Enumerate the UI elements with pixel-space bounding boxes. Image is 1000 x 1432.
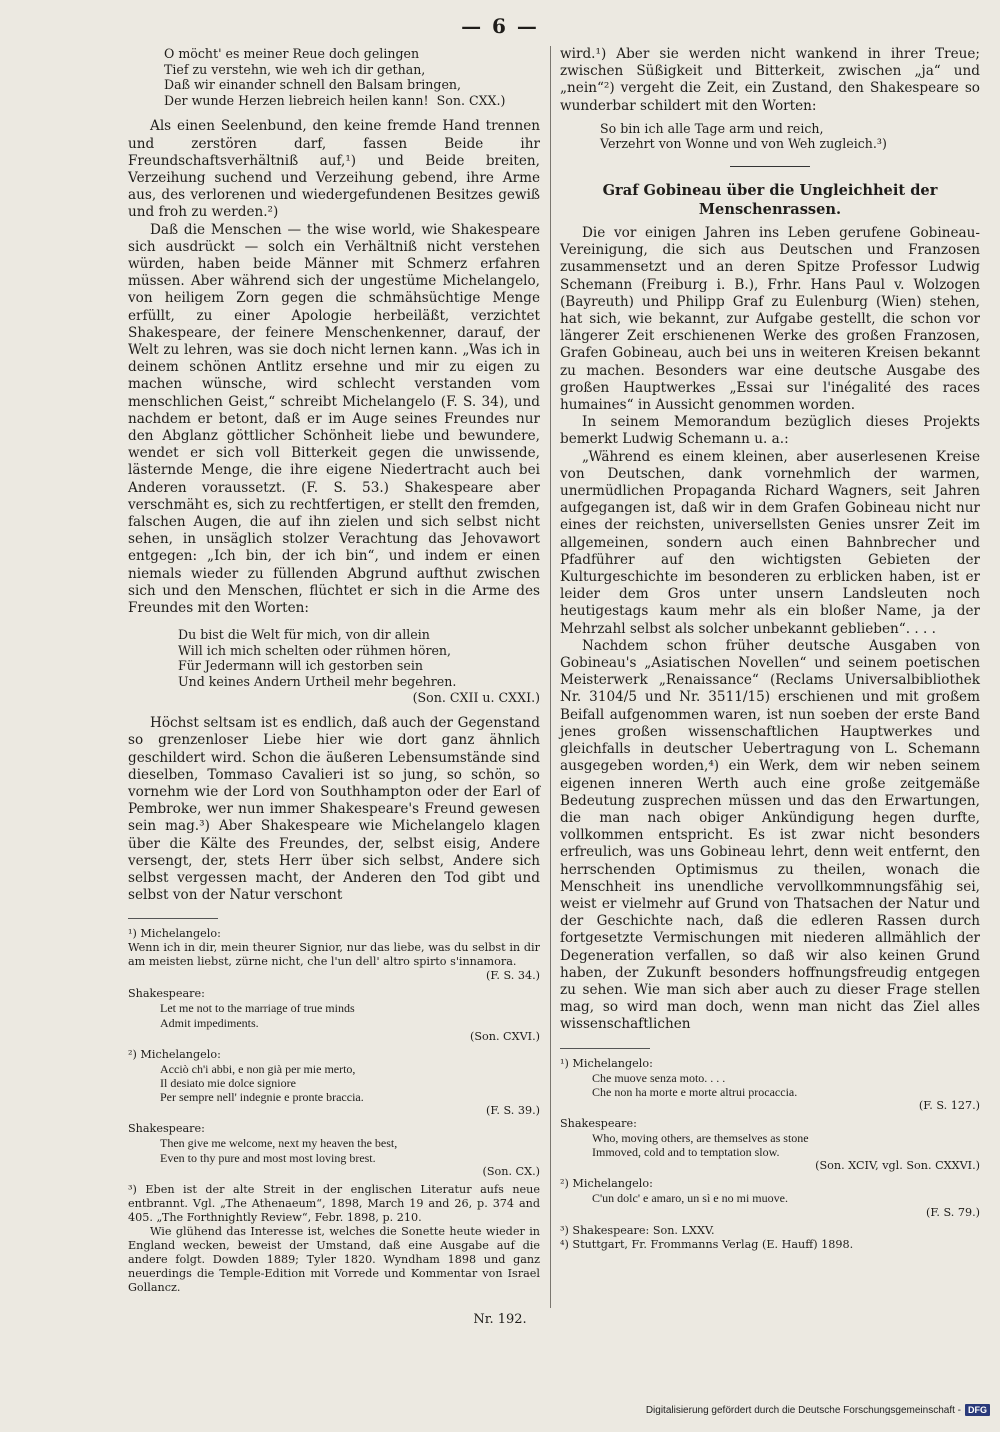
section-separator: [730, 166, 810, 167]
footnote-citation: (Son. CX.): [482, 1164, 540, 1178]
footnote-quote: Admit impediments.: [160, 1015, 259, 1030]
verse-sonnet-cxii: [178, 627, 540, 705]
footnote-rule: [128, 918, 218, 919]
verse-line: So bin ich alle Tage arm und reich,: [600, 120, 824, 136]
verse-citation: Son. CXX.): [436, 92, 506, 108]
verse-line: Tief zu verstehn, wie weh ich dir gethan,: [164, 61, 426, 77]
paragraph: Die vor einigen Jahren ins Leben gerufene Gobineau-Vereinigung, die sich aus Deutschen und Franzosen zusammensetzt und an deren Spitze Professor Ludwig Schemann (Freiburg i. B.), Frhr. Hans Paul v. Wolzogen (Bayreuth) und Philipp Graf zu Eulenburg (Wien) stehen, hat sich, wie bekannt, zur Aufgabe gestellt, die schon vor längerer Zeit erschienenen Werke des großen Franzosen, Grafen Gobineau, auch bei uns in weiteren Kreisen bekannt zu machen. Besonders war eine deutsche Ausgabe des großen Hauptwerkes „Essai sur l'inégalité des races humaines“ in Aussicht genommen worden.: [560, 225, 980, 414]
verse-sonnet-lxxv: [600, 121, 980, 152]
footnote-label: ²) Michelangelo:: [560, 1177, 653, 1191]
footnote-quote: Then give me welcome, next my heaven the best,: [160, 1136, 398, 1151]
paragraph: Als einen Seelenbund, den keine fremde Hand trennen und zerstören darf, fassen Beide ihr Freundschaftsverhältniß auf,¹) und Beide breiten, Verzeihung suchend und Verzeihung gebend, ihre Arme aus, des verlorenen und wiedergefundenen Besitzes gewiß und froh zu werden.²): [128, 118, 540, 221]
footnote-citation: (Son. CXVI.): [469, 1029, 540, 1043]
footnotes-right: [560, 1057, 980, 1252]
column-divider: [550, 46, 551, 1308]
footnote-quote: Let me not to the marriage of true minds: [160, 1001, 355, 1016]
footnote-text: Wie glühend das Interesse ist, welches die Sonette heute wieder in England wecken, beweist der Umstand, daß eine Ausgabe auf die andere folgt. Dowden 1889; Tyler 1820. Wyndham 1898 und ganz neuerdings die Temple-Edition mit Vorrede und Kommentar von Israel Gollancz.: [128, 1224, 540, 1294]
footnote-quote: Il desiato mie dolce signiore: [160, 1076, 296, 1091]
paragraph: In seinem Memorandum bezüglich dieses Projekts bemerkt Ludwig Schemann u. a.:: [560, 414, 980, 448]
footnote-label: ¹) Michelangelo:: [128, 927, 221, 941]
verse-line: Und keines Andern Urtheil mehr begehren.: [178, 674, 457, 690]
verse-line: Der wunde Herzen liebreich heilen kann! Son. CXX.): [164, 92, 506, 108]
verse-line: O möcht' es meiner Reue doch gelingen: [164, 46, 420, 61]
verse-citation: (Son. CXII u. CXXI.): [412, 689, 540, 705]
footnote-label: ¹) Michelangelo:: [560, 1056, 653, 1070]
article-title: Graf Gobineau über die Ungleichheit der Menschenrassen.: [602, 182, 938, 218]
footnote-label: ²) Michelangelo:: [128, 1047, 221, 1061]
verse-line: Will ich mich schelten oder rühmen hören,: [178, 642, 452, 658]
paragraph: Nachdem schon früher deutsche Ausgaben von Gobineau's „Asiatischen Novellen“ und seinem poetischen Meisterwerk „Renaissance“ (Reclams Universalbibliothek Nr. 3104/5 und Nr. 3511/15) erschienen und mit großem Beifall aufgenommen waren, ist nun soeben der erste Band jenes großen wissenschaftlichen Hauptwerkes und gleichfalls in deutscher Uebertragung von L. Schemann ausgegeben worden,⁴) ein Werk, dem wir neben seinem eigenen inneren Werth auch eine große zeitgemäße Bedeutung zusprechen müssen und das den Erwartungen, die man nach obiger Ankündigung hegen durfte, vollkommen entspricht. Es ist zwar nicht besonders erfreulich, was uns Gobineau lehrt, denn weit entfernt, den herrschenden Optimismus zu theilen, wonach die Menschheit ins unendliche vervollkommnungsfähig sei, weist er vielmehr auf Grund von Thatsachen der Natur und der Geschichte nach, daß die edleren Rassen durch fortgesetzte Vermischungen mit niederen allmählich der Degeneration verfallen, so daß wir also keinen Grund haben, der Zukunft besonders hoffnungsfreudig entgegen zu sehen. Wie man sich aber auch zu dieser Frage stellen mag, so wird man doch, wenn man nicht das Ziel alles wissenschaftlichen: [560, 637, 980, 1033]
footnote-rule: [560, 1048, 650, 1049]
left-column: [128, 46, 540, 1295]
paragraph: Höchst seltsam ist es endlich, daß auch der Gegenstand so grenzenloser Liebe hier wie dort ganz ähnlich geschildert wird. Schon die äußeren Lebensumstände sind dieselben, Tommaso Cavalieri ist so jung, so schön, so vornehm wie der Lord von Southhampton oder der Earl of Pembroke, wer nun immer Shakespeare's Freund gewesen sein mag.³) Aber Shakespeare wie Michelangelo klagen über die Kälte des Freundes, der, selbst eisig, Andere versengt, der, stets Herr über sich selbst, Andere sich selbst vergessen macht, der Anderen den Tod gibt und selbst von der Natur verschont: [128, 715, 540, 904]
footnote-text: Wenn ich in dir, mein theurer Signior, nur das liebe, was du selbst in dir am meisten liebst, zürne nicht, che l'un dell' altro spirto s'innamora.: [128, 941, 540, 969]
footnote-citation: (Son. XCIV, vgl. Son. CXXVI.): [815, 1159, 980, 1173]
footnote-citation: (F. S. 34.): [485, 969, 540, 983]
footnote-quote: Per sempre nell' indegnie e pronte braccia.: [160, 1090, 364, 1105]
footnote-citation: (F. S. 39.): [485, 1104, 540, 1118]
footnote-quote: Immoved, cold and to temptation slow.: [592, 1145, 780, 1160]
verse-line: Daß wir einander schnell den Balsam bringen,: [164, 77, 462, 93]
verse-sonnet-cxx: [164, 46, 540, 108]
footnote-citation: (F. S. 127.): [918, 1098, 980, 1112]
footnote-quote: Acciò ch'i abbi, e non già per mie merto,: [160, 1061, 356, 1076]
footnote-label: Shakespeare:: [128, 1122, 205, 1136]
footnotes-left: [128, 927, 540, 1294]
page-number: — 6 —: [461, 14, 539, 38]
paragraph: wird.¹) Aber sie werden nicht wankend in ihrer Treue; zwischen Süßigkeit und Bitterkeit, zwischen „ja“ und „nein“²) vergeht die Zeit, ein Zustand, den Shakespeare so wunderbar schildert mit den Worten:: [560, 46, 980, 114]
footnote-text: ⁴) Stuttgart, Fr. Frommanns Verlag (E. Hauff) 1898.: [560, 1237, 854, 1251]
verse-line: Für Jedermann will ich gestorben sein: [178, 658, 423, 674]
footnote-text: ³) Eben ist der alte Streit in der englischen Literatur aufs neue entbrannt. Vgl. „The Athenaeum“, 1898, March 19 and 26, p. 374 and 405. „The Forthnightly Review“, Febr. 1898, p. 210.: [128, 1182, 540, 1224]
paragraph: „Während es einem kleinen, aber auserlesenen Kreise von Deutschen, dank vornehmlich der warmen, unermüdlichen Propaganda Richard Wagners, seit Jahren aufgegangen ist, daß wir in dem Grafen Gobineau nicht nur eines der reichsten, universellsten Genies unsrer Zeit im allgemeinen, sondern auch einen Bahnbrecher und Pfadführer auf den wichtigsten Gebieten der Kulturgeschichte im besonderen zu erblicken haben, ist er leider dem Gros unter unsern Landsleuten noch heutigestags kaum mehr als ein bloßer Name, ja der Mehrzahl selbst als solcher unbekannt geblieben“. . . .: [560, 448, 980, 637]
right-column: [560, 46, 980, 1252]
footnote-label: Shakespeare:: [560, 1116, 637, 1130]
verse-line: Verzehrt von Wonne und von Weh zugleich.³): [600, 136, 887, 152]
footnote-quote: Even to thy pure and most most loving brest.: [160, 1150, 376, 1165]
digitization-credit: [646, 1404, 990, 1416]
footnote-label: Shakespeare:: [128, 987, 205, 1001]
footnote-citation: (F. S. 79.): [925, 1205, 980, 1219]
footnote-quote: Che non ha morte e morte altrui procaccia.: [592, 1084, 798, 1099]
footnote-text: ³) Shakespeare: Son. LXXV.: [560, 1223, 715, 1237]
footnote-quote: Che muove senza moto. . . .: [592, 1070, 726, 1085]
verse-line: Du bist die Welt für mich, von dir allein: [178, 627, 430, 643]
footnote-quote: C'un dolc' e amaro, un sì e no mi muove.: [592, 1191, 788, 1206]
paragraph: Daß die Menschen — the wise world, wie Shakespeare sich ausdrückt — solch ein Verhältniß nicht verstehen würden, haben beide Männer mit Schmerz erfahren müssen. Aber während sich der ungestüme Michelangelo, von heiligem Zorn gegen die schmähsüchtige Menge erfüllt, zu einer Apologie herbeiläßt, verzichtet Shakespeare, der feinere Menschenkenner, darauf, der Welt zu lehren, was sie doch nicht lernen kann. „Was ich in deinem schönen Antlitz ersehne und mir zu eigen zu machen wünsche, wird schlecht verstanden vom menschlichen Geist,“ schreibt Michelangelo (F. S. 34), und nachdem er betont, daß er im Auge seines Freundes nur den Abglanz göttlicher Schönheit liebe und bewundere, wendet er sich voll Bitterkeit gegen die unwissende, lästernde Menge, die ihre eigene Niedertracht auch bei Anderen voraussetzt. (F. S. 53.) Shakespeare aber verschmäht es, sich zu rechtfertigen, er stellt den fremden, falschen Augen, die auf ihn zielen und sich selbst nicht sehen, in unsäglich stolzer Verachtung das Jehovawort entgegen: „Ich bin, der ich bin“, und indem er einen niemals wieder zu füllenden Abgrund aufthut zwischen sich und den Menschen, flüchtet er sich in die Arme des Freundes mit den Worten:: [128, 221, 540, 617]
dfg-logo-icon: DFG: [965, 1404, 990, 1416]
footnote-quote: Who, moving others, are themselves as stone: [592, 1130, 809, 1145]
issue-number: Nr. 192.: [473, 1312, 527, 1327]
credit-text: Digitalisierung gefördert durch die Deutsche Forschungsgemeinschaft -: [645, 1404, 961, 1416]
